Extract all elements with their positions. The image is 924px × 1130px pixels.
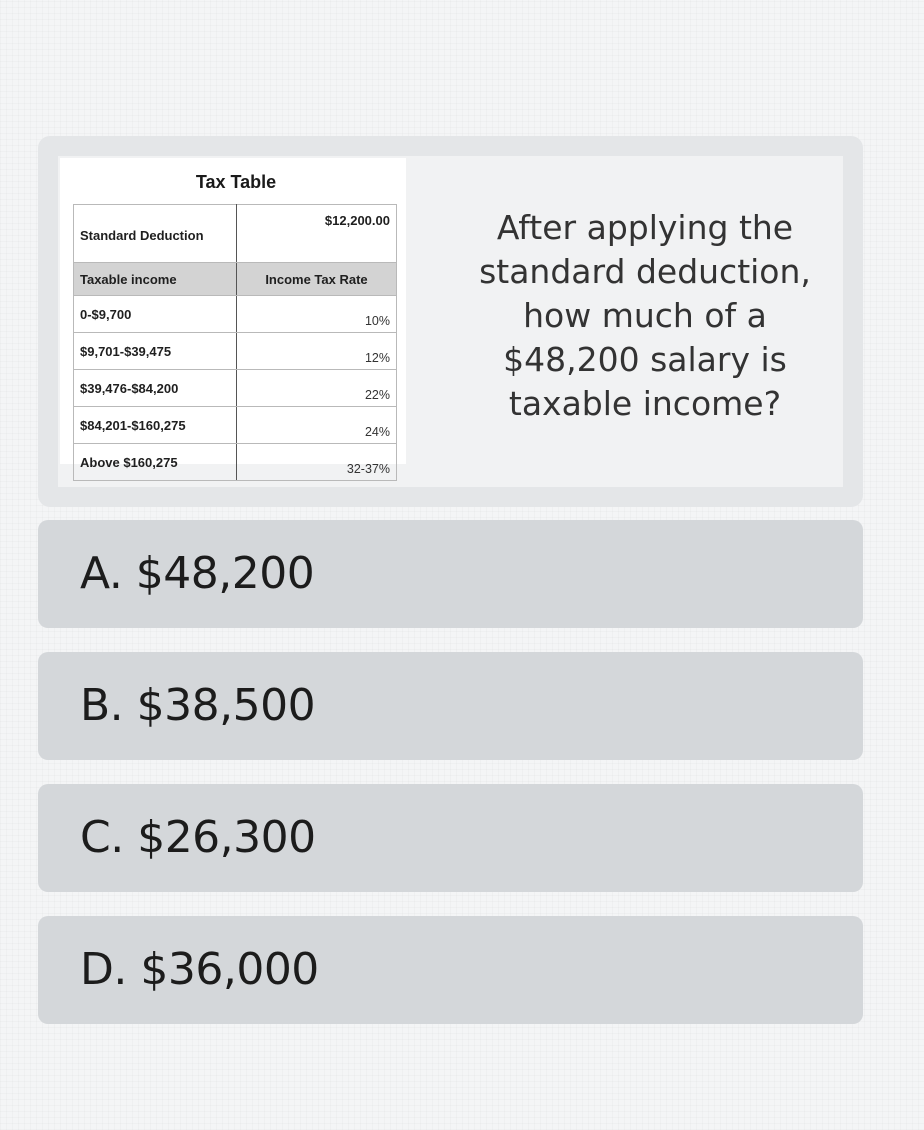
table-row [74, 205, 397, 263]
standard-deduction-value: $12,200.00 [237, 205, 397, 263]
bracket-range: Above $160,275 [74, 444, 237, 481]
bracket-range: 0-$9,700 [74, 296, 237, 333]
tax-table [73, 204, 397, 481]
bracket-range: $84,201-$160,275 [74, 407, 237, 444]
bracket-range: $9,701-$39,475 [74, 333, 237, 370]
bracket-rate: 22% [237, 370, 397, 407]
bracket-rate: 10% [237, 296, 397, 333]
answer-option-d[interactable] [38, 916, 863, 1024]
table-row [74, 296, 397, 333]
answer-label: A. $48,200 [80, 548, 315, 599]
table-row [74, 407, 397, 444]
answer-option-a[interactable] [38, 520, 863, 628]
question-card [38, 136, 863, 507]
answer-option-b[interactable] [38, 652, 863, 760]
question-text: After applying the standard deduction, how much of a $48,200 salary is taxable income? [479, 208, 811, 423]
bracket-range: $39,476-$84,200 [74, 370, 237, 407]
answer-label: C. $26,300 [80, 812, 316, 863]
bracket-rate: 24% [237, 407, 397, 444]
table-row [74, 333, 397, 370]
tax-table-title: Tax Table [195, 172, 277, 192]
tax-table-image [60, 158, 406, 476]
bracket-rate: 32-37% [237, 444, 397, 481]
answer-option-c[interactable] [38, 784, 863, 892]
bracket-rate: 12% [237, 333, 397, 370]
column-header-income: Taxable income [74, 263, 237, 296]
standard-deduction-label: Standard Deduction [74, 205, 237, 263]
table-row [74, 444, 397, 481]
answer-label: B. $38,500 [80, 680, 316, 731]
column-header-rate: Income Tax Rate [237, 263, 397, 296]
question-panel [58, 156, 843, 487]
table-row [74, 370, 397, 407]
table-header-row [74, 263, 397, 296]
answer-label: D. $36,000 [80, 944, 319, 995]
